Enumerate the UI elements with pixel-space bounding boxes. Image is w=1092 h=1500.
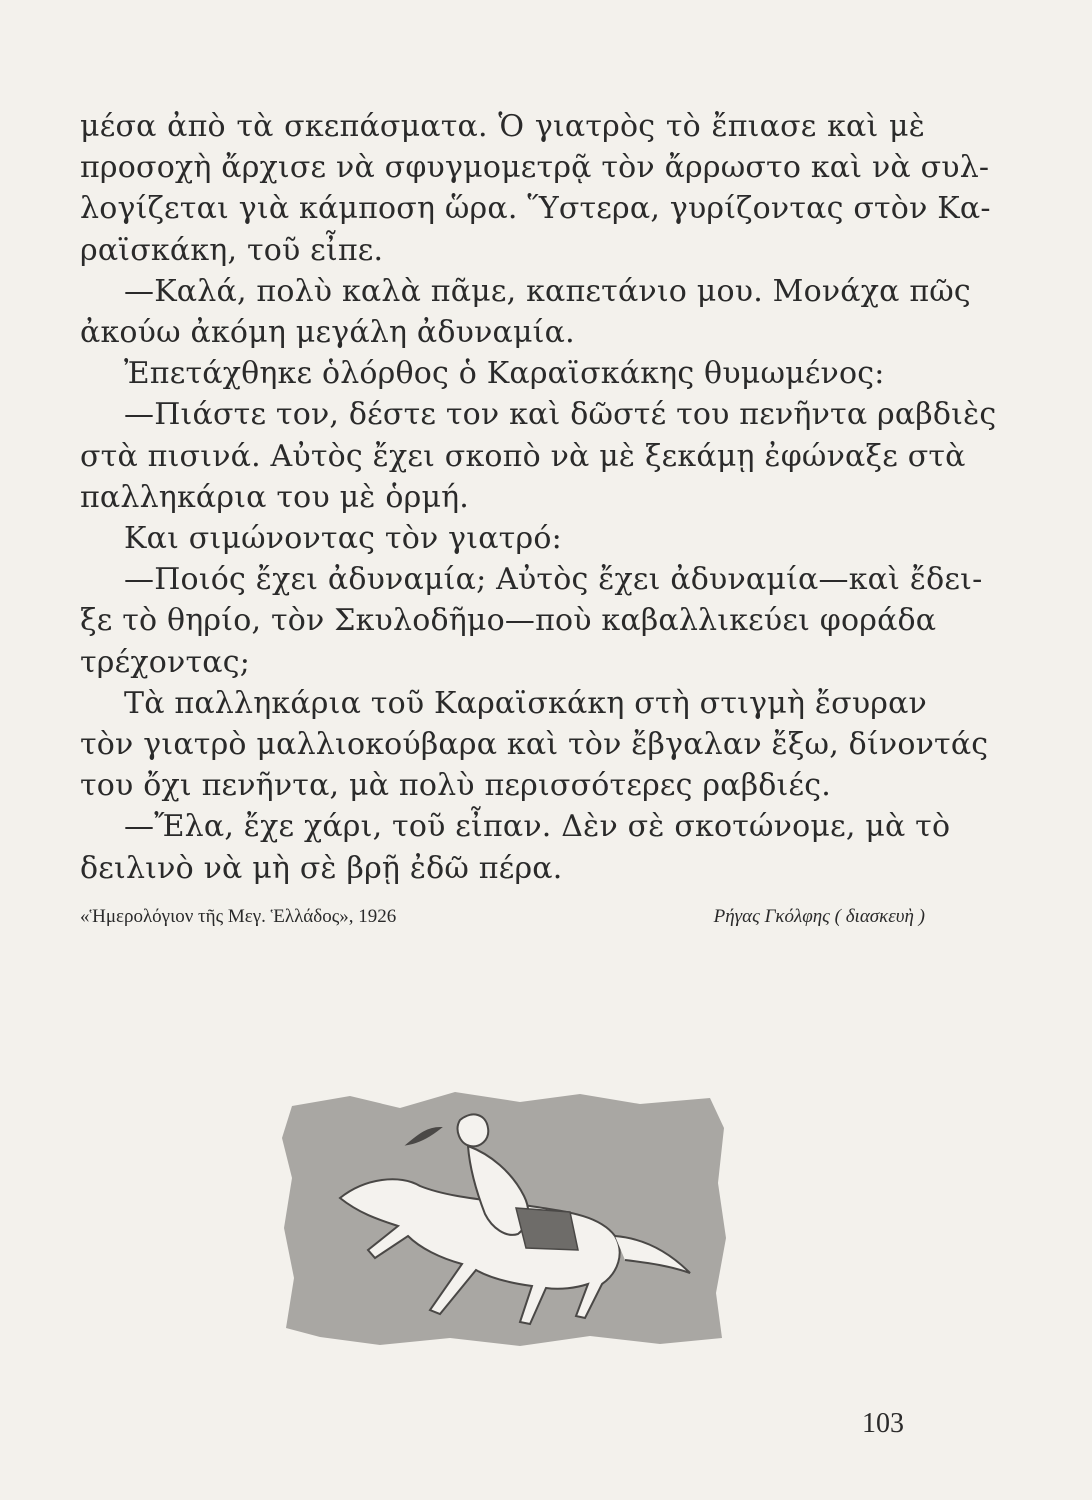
horse-rider-illustration <box>280 1088 730 1350</box>
text-line-17: του ὄχι πενῆντα, μὰ πολὺ περισσότερες ραβδιές. <box>80 768 831 804</box>
body-text <box>80 106 997 889</box>
text-line-9: στὰ πισινά. Αὐτὸς ἔχει σκοπὸ νὰ μὲ ξεκάμῃ ἐφώναξε στὰ <box>80 438 966 474</box>
text-line-11: Και σιμώνοντας τὸν γιατρό: <box>124 521 562 557</box>
text-line-12: —Ποιός ἔχει ἀδυναμία; Αὐτὸς ἔχει ἀδυναμία—καὶ ἔδει- <box>124 562 983 598</box>
text-line-15: Τὰ παλληκάρια τοῦ Καραϊσκάκη στὴ στιγμὴ ἔσυραν <box>124 685 927 721</box>
citation-text: «Ἡμερολόγιον τῆς Μεγ. Ἑλλάδος», 1926 <box>80 906 397 927</box>
text-line-16: τὸν γιατρὸ μαλλιοκούβαρα καὶ τὸν ἔβγαλαν ἔξω, δίνοντάς <box>80 727 989 763</box>
text-line-14: τρέχοντας; <box>80 644 251 680</box>
text-line-10: παλληκάρια του μὲ ὁρμή. <box>80 479 470 515</box>
text-line-1: μέσα ἀπὸ τὰ σκεπάσματα. Ὁ γιατρὸς τὸ ἔπιασε καὶ μὲ <box>80 109 925 144</box>
text-line-19: δειλινὸ νὰ μὴ σὲ βρῇ ἐδῶ πέρα. <box>80 850 563 886</box>
text-line-3: λογίζεται γιὰ κάμποση ὥρα. Ὕστερα, γυρίζοντας στὸν Κα- <box>80 191 991 227</box>
text-line-8: —Πιάστε τον, δέστε τον καὶ δῶστέ του πενῆντα ραβδιὲς <box>124 397 997 433</box>
text-line-18: —Ἔλα, ἔχε χάρι, τοῦ εἶπαν. Δὲν σὲ σκοτώνομε, μὰ τὸ <box>124 809 951 845</box>
source-citation <box>80 906 925 928</box>
author-credit: Ρήγας Γκόλφης ( διασκευὴ ) <box>713 906 925 927</box>
page-number: 103 <box>862 1408 904 1439</box>
text-line-7: Ἐπετάχθηκε ὁλόρθος ὁ Καραϊσκάκης θυμωμένος: <box>124 356 885 392</box>
text-line-4: ραϊσκάκη, τοῦ εἶπε. <box>80 232 384 268</box>
text-line-6: ἀκούω ἀκόμη μεγάλη ἀδυναμία. <box>80 315 575 351</box>
text-line-5: —Καλά, πολὺ καλὰ πᾶμε, καπετάνιο μου. Μονάχα πῶς <box>124 273 971 309</box>
saddle-blanket <box>516 1208 578 1250</box>
text-line-2: προσοχὴ ἄρχισε νὰ σφυγμομετρᾷ τὸν ἄρρωστο καὶ νὰ συλ- <box>80 150 990 186</box>
text-line-13: ξε τὸ θηρίο, τὸν Σκυλοδῆμο—ποὺ καβαλλικεύει φοράδα <box>80 603 937 639</box>
